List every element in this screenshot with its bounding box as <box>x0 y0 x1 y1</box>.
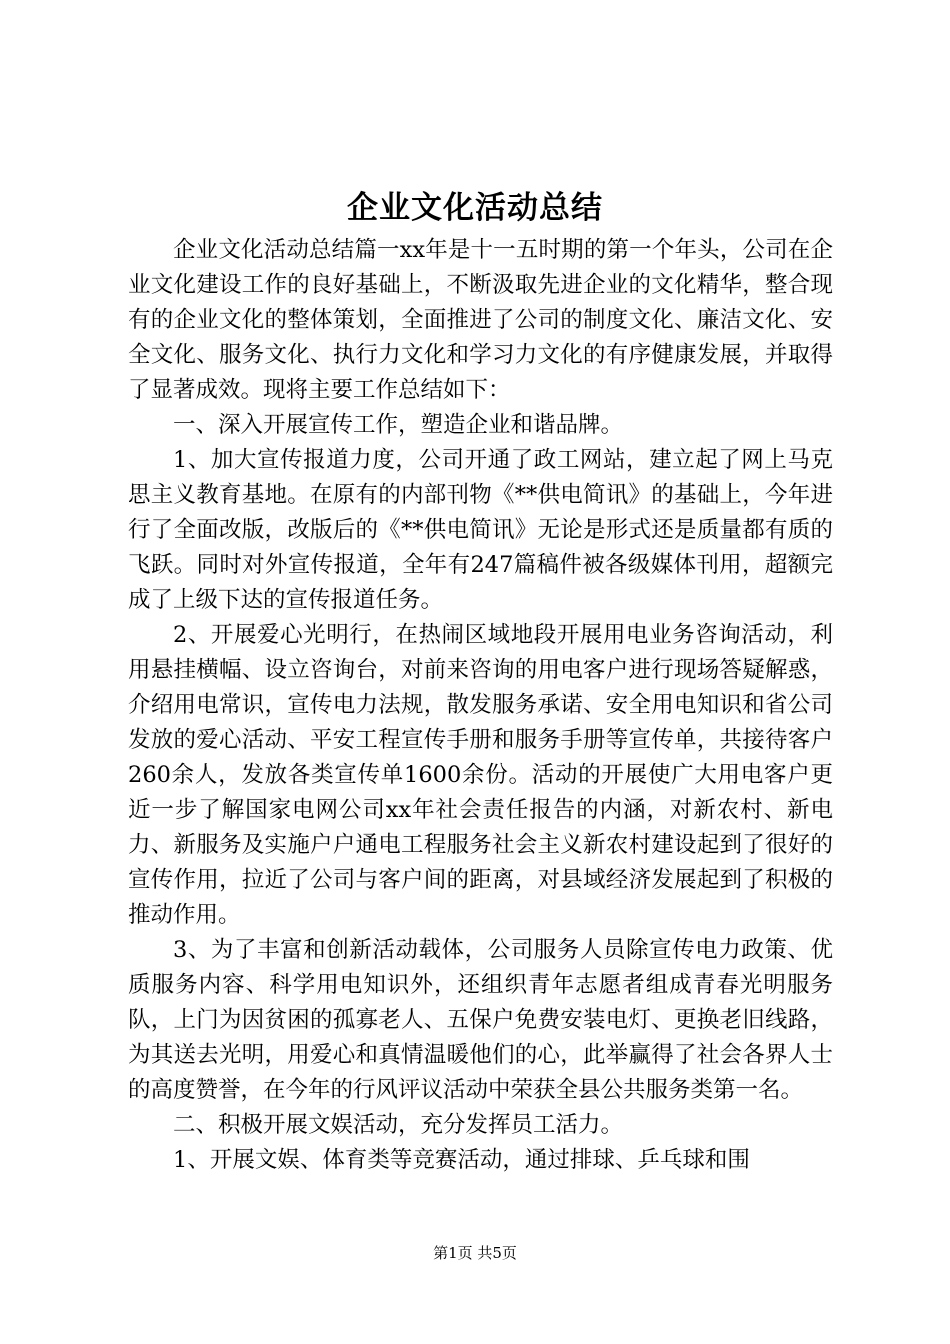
document-title: 企业文化活动总结 <box>347 190 603 226</box>
document-body <box>128 233 833 1178</box>
paragraph-section-1-item-3: 3、为了丰富和创新活动载体，公司服务人员除宣传电力政策、优质服务内容、科学用电知识外，还组织青年志愿者组成青春光明服务队，上门为因贫困的孤寡老人、五保户免费安装电灯、更换老旧线路，为其送去光明，用爱心和真情温暖他们的心，此举赢得了社会各界人士的高度赞誉，在今年的行风评议活动中荣获全县公共服务类第一名。 <box>128 937 833 1103</box>
paragraph-section-1-item-2: 2、开展爱心光明行，在热闹区域地段开展用电业务咨询活动，利用悬挂横幅、设立咨询台，对前来咨询的用电客户进行现场答疑解惑，介绍用电常识，宣传电力法规，散发服务承诺、安全用电知识和省公司发放的爱心活动、平安工程宣传手册和服务手册等宣传单，共接待客户260余人，发放各类宣传单1600余份。活动的开展使广大用电客户更近一步了解国家电网公司xx年社会责任报告的内涵，对新农村、新电力、新服务及实施户户通电工程服务社会主义新农村建设起到了很好的宣传作用，拉近了公司与客户间的距离，对县域经济发展起到了积极的推动作用。 <box>128 622 833 928</box>
heading-section-1: 一、深入开展宣传工作，塑造企业和谐品牌。 <box>173 412 624 438</box>
paragraph-section-1-item-1: 1、加大宣传报道力度，公司开通了政工网站，建立起了网上马克思主义教育基地。在原有的内部刊物《**供电简讯》的基础上，今年进行了全面改版，改版后的《**供电简讯》无论是形式还是质量都有质的飞跃。同时对外宣传报道，全年有247篇稿件被各级媒体刊用，超额完成了上级下达的宣传报道任务。 <box>128 447 833 613</box>
page-number-footer: 第1页 共5页 <box>433 1244 517 1262</box>
paragraph-intro: 企业文化活动总结篇一xx年是十一五时期的第一个年头，公司在企业文化建设工作的良好基础上，不断汲取先进企业的文化精华，整合现有的企业文化的整体策划，全面推进了公司的制度文化、廉洁文化、安全文化、服务文化、执行力文化和学习力文化的有序健康发展，并取得了显著成效。现将主要工作总结如下： <box>128 237 833 403</box>
paragraph-section-2-item-1: 1、开展文娱、体育类等竞赛活动，通过排球、乒乓球和围 <box>173 1147 750 1173</box>
heading-section-2: 二、积极开展文娱活动，充分发挥员工活力。 <box>173 1112 624 1138</box>
